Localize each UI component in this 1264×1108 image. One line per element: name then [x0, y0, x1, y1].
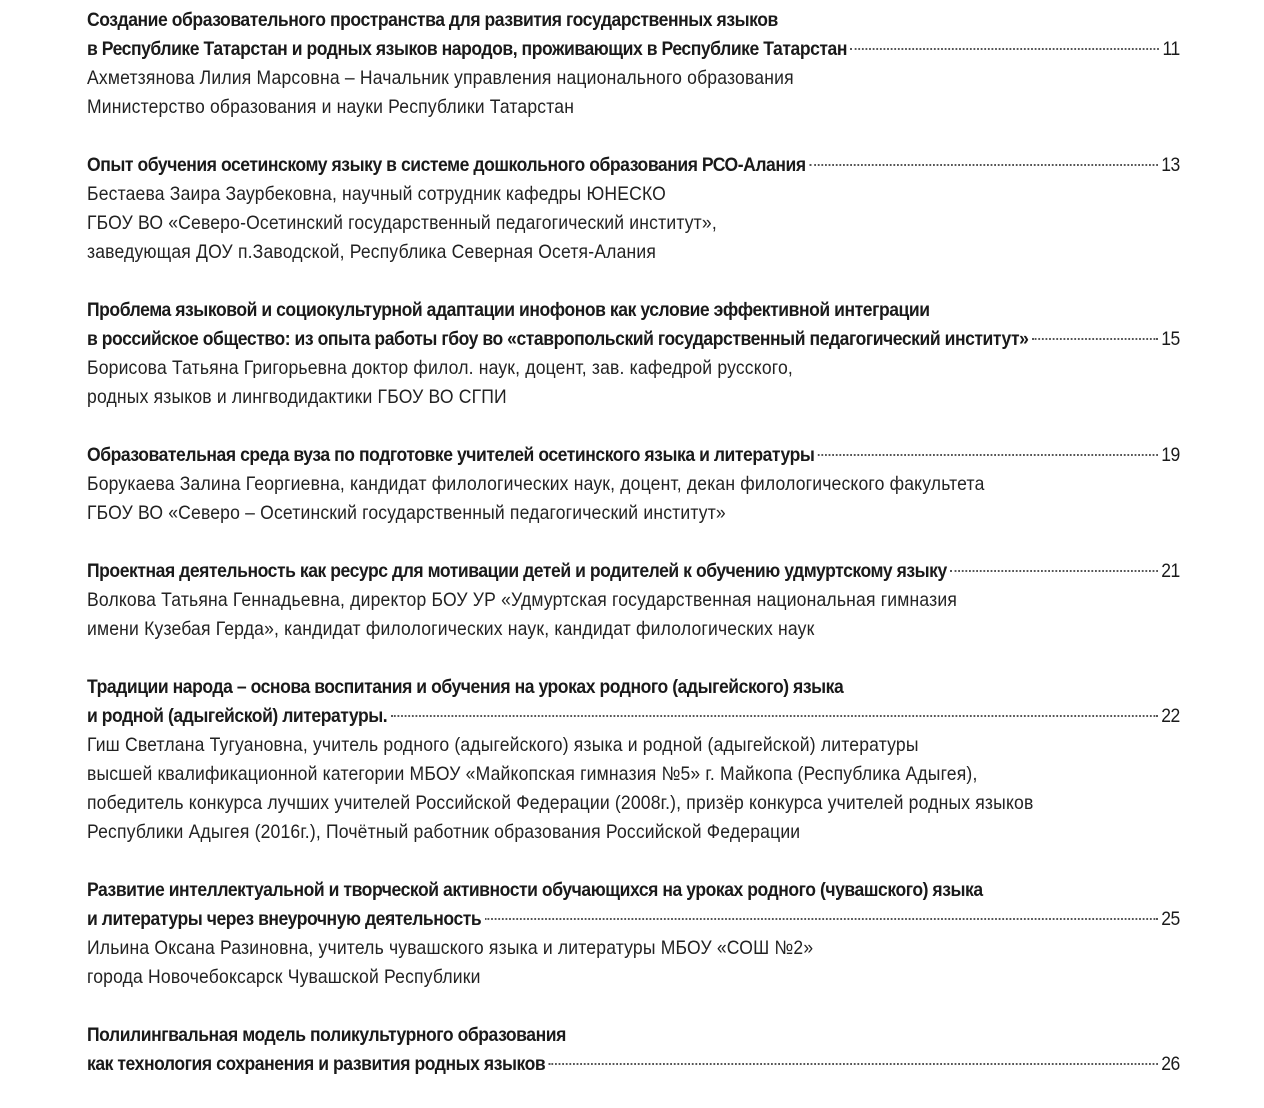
entry-author-line: Борукаева Залина Георгиевна, кандидат филологических наук, доцент, декан филологического факультета [87, 473, 985, 495]
page-number[interactable]: 13 [1161, 154, 1180, 176]
entry-title-line: Создание образовательного пространства для развития государственных языков [87, 9, 778, 31]
toc-entry[interactable] [87, 557, 1179, 644]
entry-author-line: Гиш Светлана Тугуановна, учитель родного (адыгейского) языка и родной (адыгейской) литературы [87, 734, 919, 756]
entry-author-line: Волкова Татьяна Геннадьевна, директор БОУ УР «Удмуртская государственная национальная гимназия [87, 589, 958, 611]
entry-author-line: Борисова Татьяна Григорьевна доктор филол. наук, доцент, зав. кафедрой русского, [87, 357, 793, 379]
entry-author-line: Ахметзянова Лилия Марсовна – Начальник управления национального образования [87, 67, 794, 89]
entry-title-text: Образовательная среда вуза по подготовке учителей осетинского языка и литературы [87, 444, 815, 466]
entry-title-text: Проектная деятельность как ресурс для мотивации детей и родителей к обучению удмуртскому языку [87, 560, 947, 582]
entry-title-line: Развитие интеллектуальной и творческой активности обучающихся на уроках родного (чувашского) языка [87, 879, 983, 901]
dot-leader [851, 48, 1159, 50]
entry-author-line: Республики Адыгея (2016г.), Почётный работник образования Российской Федерации [87, 821, 801, 843]
entry-title-line-with-page [87, 1050, 1180, 1079]
entry-title-text: как технология сохранения и развития родных языков [87, 1053, 546, 1075]
dot-leader [391, 715, 1158, 717]
entry-author-line: города Новочебоксарск Чувашской Республики [87, 966, 481, 988]
entry-title-line-with-page [87, 35, 1180, 64]
dot-leader [809, 164, 1157, 166]
entry-title-text: в российское общество: из опыта работы гбоу во «ставропольский государственный педагогический институт» [87, 328, 1029, 350]
page-number[interactable]: 21 [1161, 560, 1180, 582]
entry-title-text: Опыт обучения осетинскому языку в системе дошкольного образования РСО-Алания [87, 154, 806, 176]
entry-title-line: Полилингвальная модель поликультурного образования [87, 1024, 566, 1046]
entry-title-line-with-page [87, 441, 1180, 470]
entry-author-line: ГБОУ ВО «Северо-Осетинский государственный педагогический институт», [87, 212, 717, 234]
entry-title-line-with-page [87, 905, 1180, 934]
entry-author-line: родных языков и лингводидактики ГБОУ ВО СГПИ [87, 386, 507, 408]
page-number[interactable]: 25 [1161, 908, 1180, 930]
toc-entry[interactable] [87, 1021, 1179, 1079]
entry-author-line: Бестаева Заира Заурбековна, научный сотрудник кафедры ЮНЕСКО [87, 183, 667, 205]
dot-leader [1032, 338, 1158, 340]
page-number[interactable]: 26 [1161, 1053, 1180, 1075]
entry-title-text: и родной (адыгейской) литературы. [87, 705, 388, 727]
entry-author-line: ГБОУ ВО «Северо – Осетинский государственный педагогический институт» [87, 502, 726, 524]
entry-author-line: заведующая ДОУ п.Заводской, Республика Северная Осетя-Алания [87, 241, 657, 263]
dot-leader [950, 570, 1157, 572]
page-number[interactable]: 11 [1162, 38, 1180, 60]
entry-author-line: победитель конкурса лучших учителей Российской Федерации (2008г.), призёр конкурса учителей родных языков [87, 792, 1034, 814]
toc-entry[interactable] [87, 441, 1179, 528]
entry-author-line: Ильина Оксана Разиновна, учитель чувашского языка и литературы МБОУ «СОШ №2» [87, 937, 814, 959]
entry-title-line-with-page [87, 325, 1180, 354]
page-number[interactable]: 19 [1161, 444, 1180, 466]
entry-title-line-with-page [87, 151, 1180, 180]
toc-entry[interactable] [87, 151, 1179, 267]
toc-entry[interactable] [87, 673, 1179, 847]
page-number[interactable]: 22 [1161, 705, 1180, 727]
toc-entry[interactable] [87, 876, 1179, 992]
entry-author-line: Министерство образования и науки Республики Татарстан [87, 96, 575, 118]
entry-author-line: высшей квалификационной категории МБОУ «Майкопская гимназия №5» г. Майкопа (Республика Адыгея), [87, 763, 978, 785]
toc-entry[interactable] [87, 6, 1179, 122]
entry-title-line-with-page [87, 702, 1180, 731]
entry-title-line: Проблема языковой и социокультурной адаптации инофонов как условие эффективной интеграции [87, 299, 930, 321]
dot-leader [549, 1063, 1158, 1065]
toc-entry[interactable] [87, 296, 1179, 412]
table-of-contents [87, 6, 1179, 1108]
entry-title-line-with-page [87, 557, 1180, 586]
dot-leader [818, 454, 1158, 456]
entry-title-text: в Республике Татарстан и родных языков народов, проживающих в Республике Татарстан [87, 38, 848, 60]
entry-title-line: Традиции народа – основа воспитания и обучения на уроках родного (адыгейского) языка [87, 676, 844, 698]
dot-leader [485, 918, 1158, 920]
page-number[interactable]: 15 [1161, 328, 1180, 350]
entry-title-text: и литературы через внеурочную деятельность [87, 908, 482, 930]
entry-author-line: имени Кузебая Герда», кандидат филологических наук, кандидат филологических наук [87, 618, 815, 640]
